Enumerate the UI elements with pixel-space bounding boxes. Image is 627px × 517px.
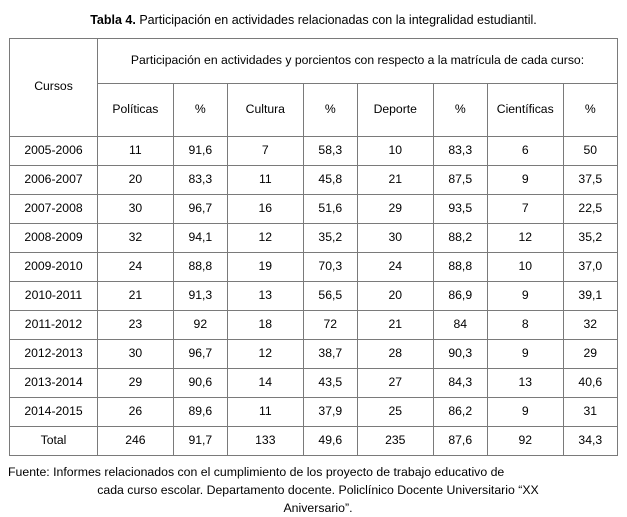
cell-deporte: 30	[357, 223, 433, 252]
cell-politicas: 32	[98, 223, 174, 252]
table-group-header-row	[10, 38, 618, 83]
cell-deporte: 28	[357, 339, 433, 368]
table-row	[10, 397, 618, 426]
header-cell-politicas: Políticas	[98, 83, 174, 136]
cell-cultura-pct: 43,5	[303, 368, 357, 397]
cell-deporte: 27	[357, 368, 433, 397]
cell-deporte-pct: 90,3	[433, 339, 487, 368]
cell-cientificas: 9	[487, 165, 563, 194]
cell-deporte: 29	[357, 194, 433, 223]
cell-cultura-pct: 56,5	[303, 281, 357, 310]
source-line-2: cada curso escolar. Departamento docente. Policlínico Docente Universitario “XX	[97, 482, 539, 497]
table-row	[10, 136, 618, 165]
cell-cultura-pct: 45,8	[303, 165, 357, 194]
cell-politicas: 30	[98, 194, 174, 223]
table-source-note	[8, 464, 627, 517]
header-cell-cursos: Cursos	[10, 38, 98, 136]
cell-politicas: 26	[98, 397, 174, 426]
cell-cultura-pct: 70,3	[303, 252, 357, 281]
row-label: 2012-2013	[10, 339, 98, 368]
cell-cientificas-pct: 35,2	[563, 223, 617, 252]
cell-cultura: 14	[227, 368, 303, 397]
cell-politicas-pct: 91,6	[173, 136, 227, 165]
cell-cultura: 133	[227, 426, 303, 455]
cell-cultura-pct: 35,2	[303, 223, 357, 252]
table-row	[10, 281, 618, 310]
cell-deporte: 20	[357, 281, 433, 310]
cell-politicas-pct: 89,6	[173, 397, 227, 426]
cell-cultura: 18	[227, 310, 303, 339]
cell-deporte-pct: 83,3	[433, 136, 487, 165]
integrality-participation-table	[9, 38, 618, 456]
header-cell-cientificas: Científicas	[487, 83, 563, 136]
cell-cultura: 11	[227, 165, 303, 194]
cell-cultura: 19	[227, 252, 303, 281]
table-row	[10, 252, 618, 281]
cell-deporte-pct: 93,5	[433, 194, 487, 223]
cell-cultura: 12	[227, 223, 303, 252]
cell-cultura: 13	[227, 281, 303, 310]
cell-cultura: 16	[227, 194, 303, 223]
row-label: 2007-2008	[10, 194, 98, 223]
cell-deporte: 21	[357, 310, 433, 339]
cell-cientificas-pct: 50	[563, 136, 617, 165]
cell-politicas: 30	[98, 339, 174, 368]
cell-cientificas-pct: 39,1	[563, 281, 617, 310]
cell-cientificas: 8	[487, 310, 563, 339]
header-cell-cultura: Cultura	[227, 83, 303, 136]
row-label: 2005-2006	[10, 136, 98, 165]
cell-cientificas-pct: 22,5	[563, 194, 617, 223]
row-label: 2006-2007	[10, 165, 98, 194]
cell-cientificas: 9	[487, 397, 563, 426]
table-caption-text: Participación en actividades relacionadas con la integralidad estudiantil.	[139, 13, 537, 27]
cell-cientificas: 7	[487, 194, 563, 223]
cell-politicas: 21	[98, 281, 174, 310]
cell-politicas-pct: 92	[173, 310, 227, 339]
header-cell-deporte-pct: %	[433, 83, 487, 136]
cell-cultura-pct: 72	[303, 310, 357, 339]
table-row	[10, 165, 618, 194]
cell-cientificas-pct: 29	[563, 339, 617, 368]
table-total-row	[10, 426, 618, 455]
cell-cientificas: 6	[487, 136, 563, 165]
cell-politicas-pct: 90,6	[173, 368, 227, 397]
cell-deporte: 24	[357, 252, 433, 281]
cell-politicas: 29	[98, 368, 174, 397]
cell-cientificas-pct: 34,3	[563, 426, 617, 455]
header-cell-cientificas-pct: %	[563, 83, 617, 136]
cell-cultura-pct: 58,3	[303, 136, 357, 165]
row-label: 2013-2014	[10, 368, 98, 397]
cell-cientificas-pct: 40,6	[563, 368, 617, 397]
cell-deporte: 25	[357, 397, 433, 426]
cell-deporte-pct: 86,9	[433, 281, 487, 310]
header-cell-group: Participación en actividades y porcientos con respecto a la matrícula de cada curso:	[98, 38, 618, 83]
cell-politicas-pct: 94,1	[173, 223, 227, 252]
cell-cultura: 7	[227, 136, 303, 165]
cell-deporte-pct: 84	[433, 310, 487, 339]
header-cell-cultura-pct: %	[303, 83, 357, 136]
cell-deporte-pct: 84,3	[433, 368, 487, 397]
row-label: 2008-2009	[10, 223, 98, 252]
cell-politicas-pct: 91,3	[173, 281, 227, 310]
cell-deporte: 10	[357, 136, 433, 165]
cell-politicas-pct: 96,7	[173, 194, 227, 223]
cell-deporte-pct: 88,2	[433, 223, 487, 252]
cell-cientificas: 13	[487, 368, 563, 397]
table-caption-label: Tabla 4.	[90, 13, 136, 27]
cell-cientificas: 12	[487, 223, 563, 252]
cell-politicas: 24	[98, 252, 174, 281]
cell-politicas-pct: 88,8	[173, 252, 227, 281]
cell-politicas-pct: 83,3	[173, 165, 227, 194]
cell-cientificas: 92	[487, 426, 563, 455]
cell-cultura: 12	[227, 339, 303, 368]
source-line-1: Fuente: Informes relacionados con el cumplimiento de los proyecto de trabajo educativo de	[8, 464, 505, 479]
cell-deporte-pct: 87,5	[433, 165, 487, 194]
cell-politicas-pct: 96,7	[173, 339, 227, 368]
cell-cultura-pct: 37,9	[303, 397, 357, 426]
cell-politicas: 20	[98, 165, 174, 194]
header-cell-deporte: Deporte	[357, 83, 433, 136]
cell-politicas: 246	[98, 426, 174, 455]
table-row	[10, 368, 618, 397]
cell-cultura: 11	[227, 397, 303, 426]
table-row	[10, 339, 618, 368]
cell-cientificas: 9	[487, 281, 563, 310]
cell-deporte: 21	[357, 165, 433, 194]
header-cell-politicas-pct: %	[173, 83, 227, 136]
table-row	[10, 194, 618, 223]
cell-cientificas: 9	[487, 339, 563, 368]
table-column-header-row	[10, 83, 618, 136]
cell-cultura-pct: 38,7	[303, 339, 357, 368]
row-label: 2009-2010	[10, 252, 98, 281]
cell-cientificas-pct: 31	[563, 397, 617, 426]
row-label: 2010-2011	[10, 281, 98, 310]
table-row	[10, 223, 618, 252]
cell-politicas: 23	[98, 310, 174, 339]
cell-deporte-pct: 87,6	[433, 426, 487, 455]
table-row	[10, 310, 618, 339]
row-label: 2011-2012	[10, 310, 98, 339]
row-label: 2014-2015	[10, 397, 98, 426]
row-label-total: Total	[10, 426, 98, 455]
cell-cultura-pct: 51,6	[303, 194, 357, 223]
cell-deporte-pct: 86,2	[433, 397, 487, 426]
cell-cientificas-pct: 32	[563, 310, 617, 339]
cell-cientificas: 10	[487, 252, 563, 281]
cell-deporte-pct: 88,8	[433, 252, 487, 281]
cell-politicas-pct: 91,7	[173, 426, 227, 455]
cell-cultura-pct: 49,6	[303, 426, 357, 455]
cell-politicas: 11	[98, 136, 174, 165]
cell-cientificas-pct: 37,5	[563, 165, 617, 194]
cell-deporte: 235	[357, 426, 433, 455]
table-caption	[8, 12, 619, 29]
cell-cientificas-pct: 37,0	[563, 252, 617, 281]
source-line-3: Aniversario”.	[283, 500, 353, 515]
